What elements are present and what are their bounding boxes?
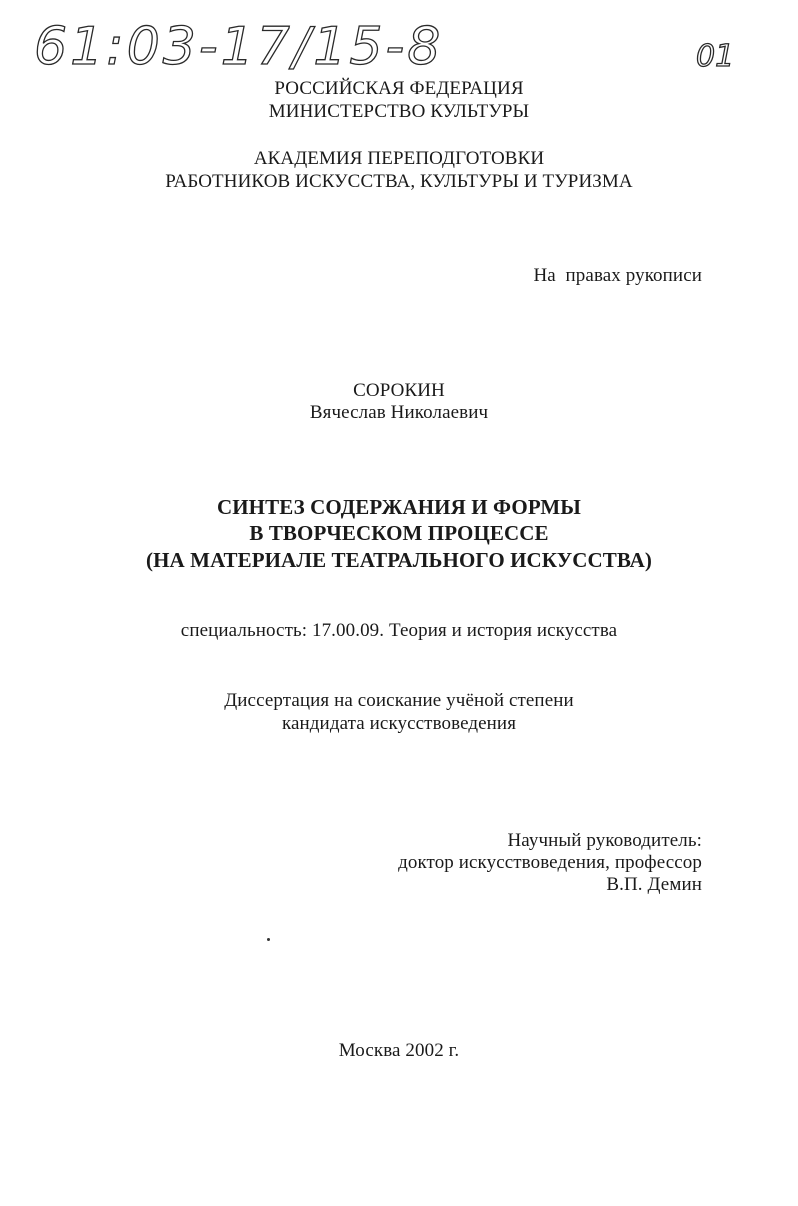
supervisor-label: Научный руководитель: — [507, 830, 702, 851]
author-surname: СОРОКИН — [353, 380, 445, 401]
manuscript-rights-note: На правах рукописи — [533, 265, 702, 286]
thesis-title-line3: (НА МАТЕРИАЛЕ ТЕАТРАЛЬНОГО ИСКУССТВА) — [146, 548, 652, 572]
academy-name-line2: РАБОТНИКОВ ИСКУССТВА, КУЛЬТУРЫ И ТУРИЗМА — [165, 171, 633, 192]
thesis-title-line1: СИНТЕЗ СОДЕРЖАНИЯ И ФОРМЫ — [216, 495, 582, 519]
place-and-year: Москва 2002 г. — [338, 1040, 460, 1061]
supervisor-name: В.П. Демин — [606, 874, 702, 895]
supervisor-degree: доктор искусствоведения, профессор — [398, 852, 702, 873]
handwritten-archive-code — [30, 14, 550, 74]
handwritten-archive-code-text: 61:03-17/15-8 — [34, 17, 444, 74]
dissertation-degree-line1: Диссертация на соискание учёной степени — [224, 690, 574, 711]
dissertation-degree-line2: кандидата искусствоведения — [281, 713, 517, 734]
academy-name-line1: АКАДЕМИЯ ПЕРЕПОДГОТОВКИ — [253, 148, 545, 169]
scan-speck — [267, 938, 270, 941]
handwritten-archive-code-drawing — [30, 14, 550, 74]
handwritten-mark — [694, 36, 734, 76]
handwritten-mark-drawing — [694, 36, 734, 76]
author-given-names: Вячеслав Николаевич — [309, 402, 489, 423]
country-name: РОССИЙСКАЯ ФЕДЕРАЦИЯ — [274, 78, 524, 99]
handwritten-mark-text: 01 — [696, 39, 734, 74]
ministry-name: МИНИСТЕРСТВО КУЛЬТУРЫ — [268, 101, 530, 122]
specialty: специальность: 17.00.09. Теория и история искусства — [180, 620, 618, 641]
thesis-title-line2: В ТВОРЧЕСКОМ ПРОЦЕССЕ — [249, 521, 549, 545]
